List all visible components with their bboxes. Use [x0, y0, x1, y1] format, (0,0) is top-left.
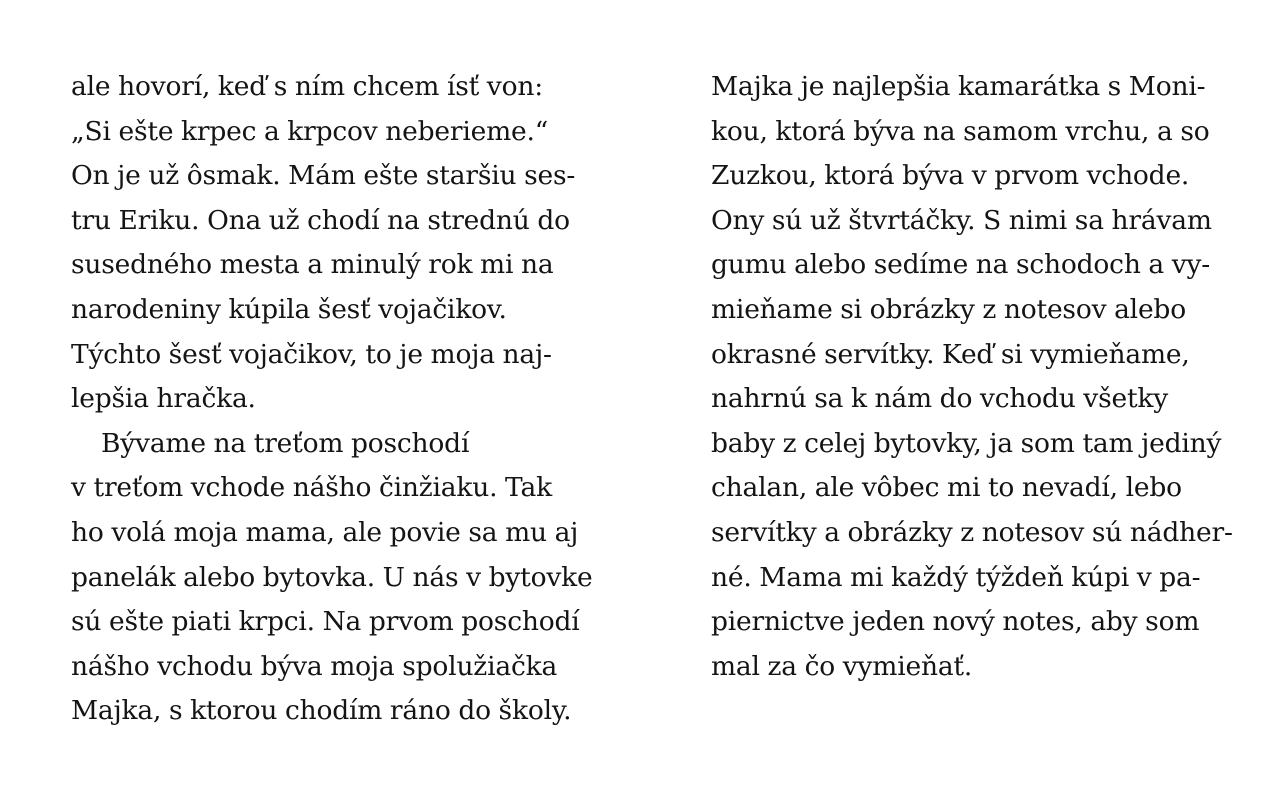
text-line: chalan, ale vôbec mi to nevadí, lebo	[711, 472, 1182, 504]
text-line: mal za čo vymieňať.	[711, 650, 973, 682]
text-line: On je už ôsmak. Mám ešte staršiu ses-	[71, 160, 576, 192]
text-line: ho volá moja mama, ale povie sa mu aj	[71, 516, 579, 548]
left-page-text	[71, 65, 611, 734]
text-line: okrasné servítky. Keď si vymieňame,	[711, 338, 1190, 370]
text-line: narodeniny kúpila šesť vojačikov.	[71, 293, 507, 325]
text-line: v treťom vchode nášho činžiaku. Tak	[71, 472, 552, 504]
text-line: panelák alebo bytovka. U nás v bytovke	[71, 561, 593, 593]
text-line: lepšia hračka.	[71, 383, 256, 415]
text-line: piernictve jeden nový notes, aby som	[711, 606, 1200, 638]
text-line: Zuzkou, ktorá býva v prvom vchode.	[711, 160, 1190, 192]
text-line: tru Eriku. Ona už chodí na strednú do	[71, 204, 570, 236]
text-line: nášho vchodu býva moja spolužiačka	[71, 650, 558, 682]
text-line: nahrnú sa k nám do vchodu všetky	[711, 383, 1169, 415]
paragraph-start-line: Bývame na treťom poschodí	[101, 427, 470, 459]
right-page-text	[711, 65, 1251, 689]
text-line: Majka je najlepšia kamarátka s Moni-	[711, 71, 1206, 102]
text-line: „Si ešte krpec a krpcov neberieme.“	[71, 115, 549, 147]
text-line: servítky a obrázky z notesov sú nádher-	[711, 516, 1233, 548]
text-line: baby z celej bytovky, ja som tam jediný	[711, 427, 1222, 459]
text-line: Majka, s ktorou chodím ráno do školy.	[71, 695, 572, 727]
text-line: sú ešte piati krpci. Na prvom poschodí	[71, 606, 580, 638]
text-line: mieňame si obrázky z notesov alebo	[711, 293, 1186, 325]
text-line: susedného mesta a minulý rok mi na	[71, 249, 554, 281]
text-line: né. Mama mi každý týždeň kúpi v pa-	[711, 561, 1201, 593]
text-line: kou, ktorá býva na samom vrchu, a so	[711, 115, 1210, 147]
text-line: gumu alebo sedíme na schodoch a vy-	[711, 249, 1211, 281]
text-line: Ony sú už štvrtáčky. S nimi sa hrávam	[711, 204, 1212, 236]
text-line: Týchto šesť vojačikov, to je moja naj-	[71, 338, 552, 370]
text-line: ale hovorí, keď s ním chcem ísť von:	[71, 71, 543, 102]
